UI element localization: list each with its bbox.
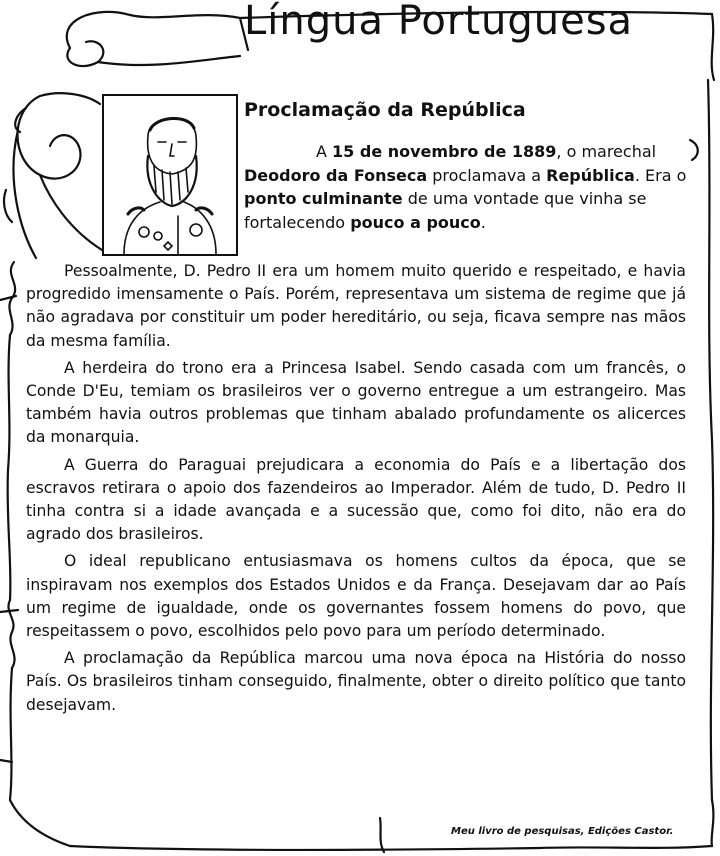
marshal-portrait-icon xyxy=(104,96,236,254)
article-body xyxy=(26,260,686,721)
body-paragraph: A proclamação da República marcou uma nova época na História do nosso País. Os brasileiros tinham conseguido, finalmente, obter o direito político que tanto desejavam. xyxy=(26,649,686,714)
body-paragraph: O ideal republicano entusiasmava os homens cultos da época, que se inspiravam nos exemplos dos Estados Unidos e da França. Desejavam dar ao País um regime de igualdade, onde os governantes fossem homens do povo, que respeitassem o povo, escolhidos pelo povo para um período determinado. xyxy=(26,552,686,641)
intro-paragraph xyxy=(244,140,696,234)
page-title: Língua Portuguesa xyxy=(244,0,634,44)
intro-text: de uma vontade que vinha se fortalecendo xyxy=(244,189,647,232)
intro-peak: ponto culminante xyxy=(244,189,403,208)
body-paragraph: A herdeira do trono era a Princesa Isabel. Sendo casada com um francês, o Conde D'Eu, temiam os brasileiros ver o governo entregue a um estrangeiro. Mas também havia outros problemas que tinham abalado profundamente os alicerces da monarquia. xyxy=(26,358,686,447)
intro-text: . Era o xyxy=(634,165,687,185)
source-credit: Meu livro de pesquisas, Edições Castor. xyxy=(451,826,674,837)
intro-name: Deodoro da Fonseca xyxy=(244,165,428,185)
intro-date: 15 de novembro de 1889 xyxy=(332,142,557,161)
intro-text: proclamava a xyxy=(427,165,547,185)
article-title: Proclamação da República xyxy=(244,99,526,121)
intro-text: , o marechal xyxy=(556,142,657,161)
intro-text: . xyxy=(480,212,486,232)
intro-republic: República xyxy=(546,165,635,185)
body-paragraph: Pessoalmente, D. Pedro II era um homem muito querido e respeitado, e havia progredido imensamente o País. Porém, representava um sistema de regime que já não agradava por constituir um poder hereditário, ou seja, ficava sempre nas mãos da mesma família. xyxy=(26,262,686,350)
portrait-illustration xyxy=(102,94,238,256)
body-paragraph: A Guerra do Paraguai prejudicara a economia do País e a libertação dos escravos retirara o apoio dos fazendeiros ao Imperador. Além de tudo, D. Pedro II tinha contra si a idade avançada e a sucessão que, como foi dito, não era do agrado dos brasileiros. xyxy=(26,455,686,544)
intro-text: A xyxy=(316,142,333,161)
intro-slow: pouco a pouco xyxy=(350,212,481,232)
